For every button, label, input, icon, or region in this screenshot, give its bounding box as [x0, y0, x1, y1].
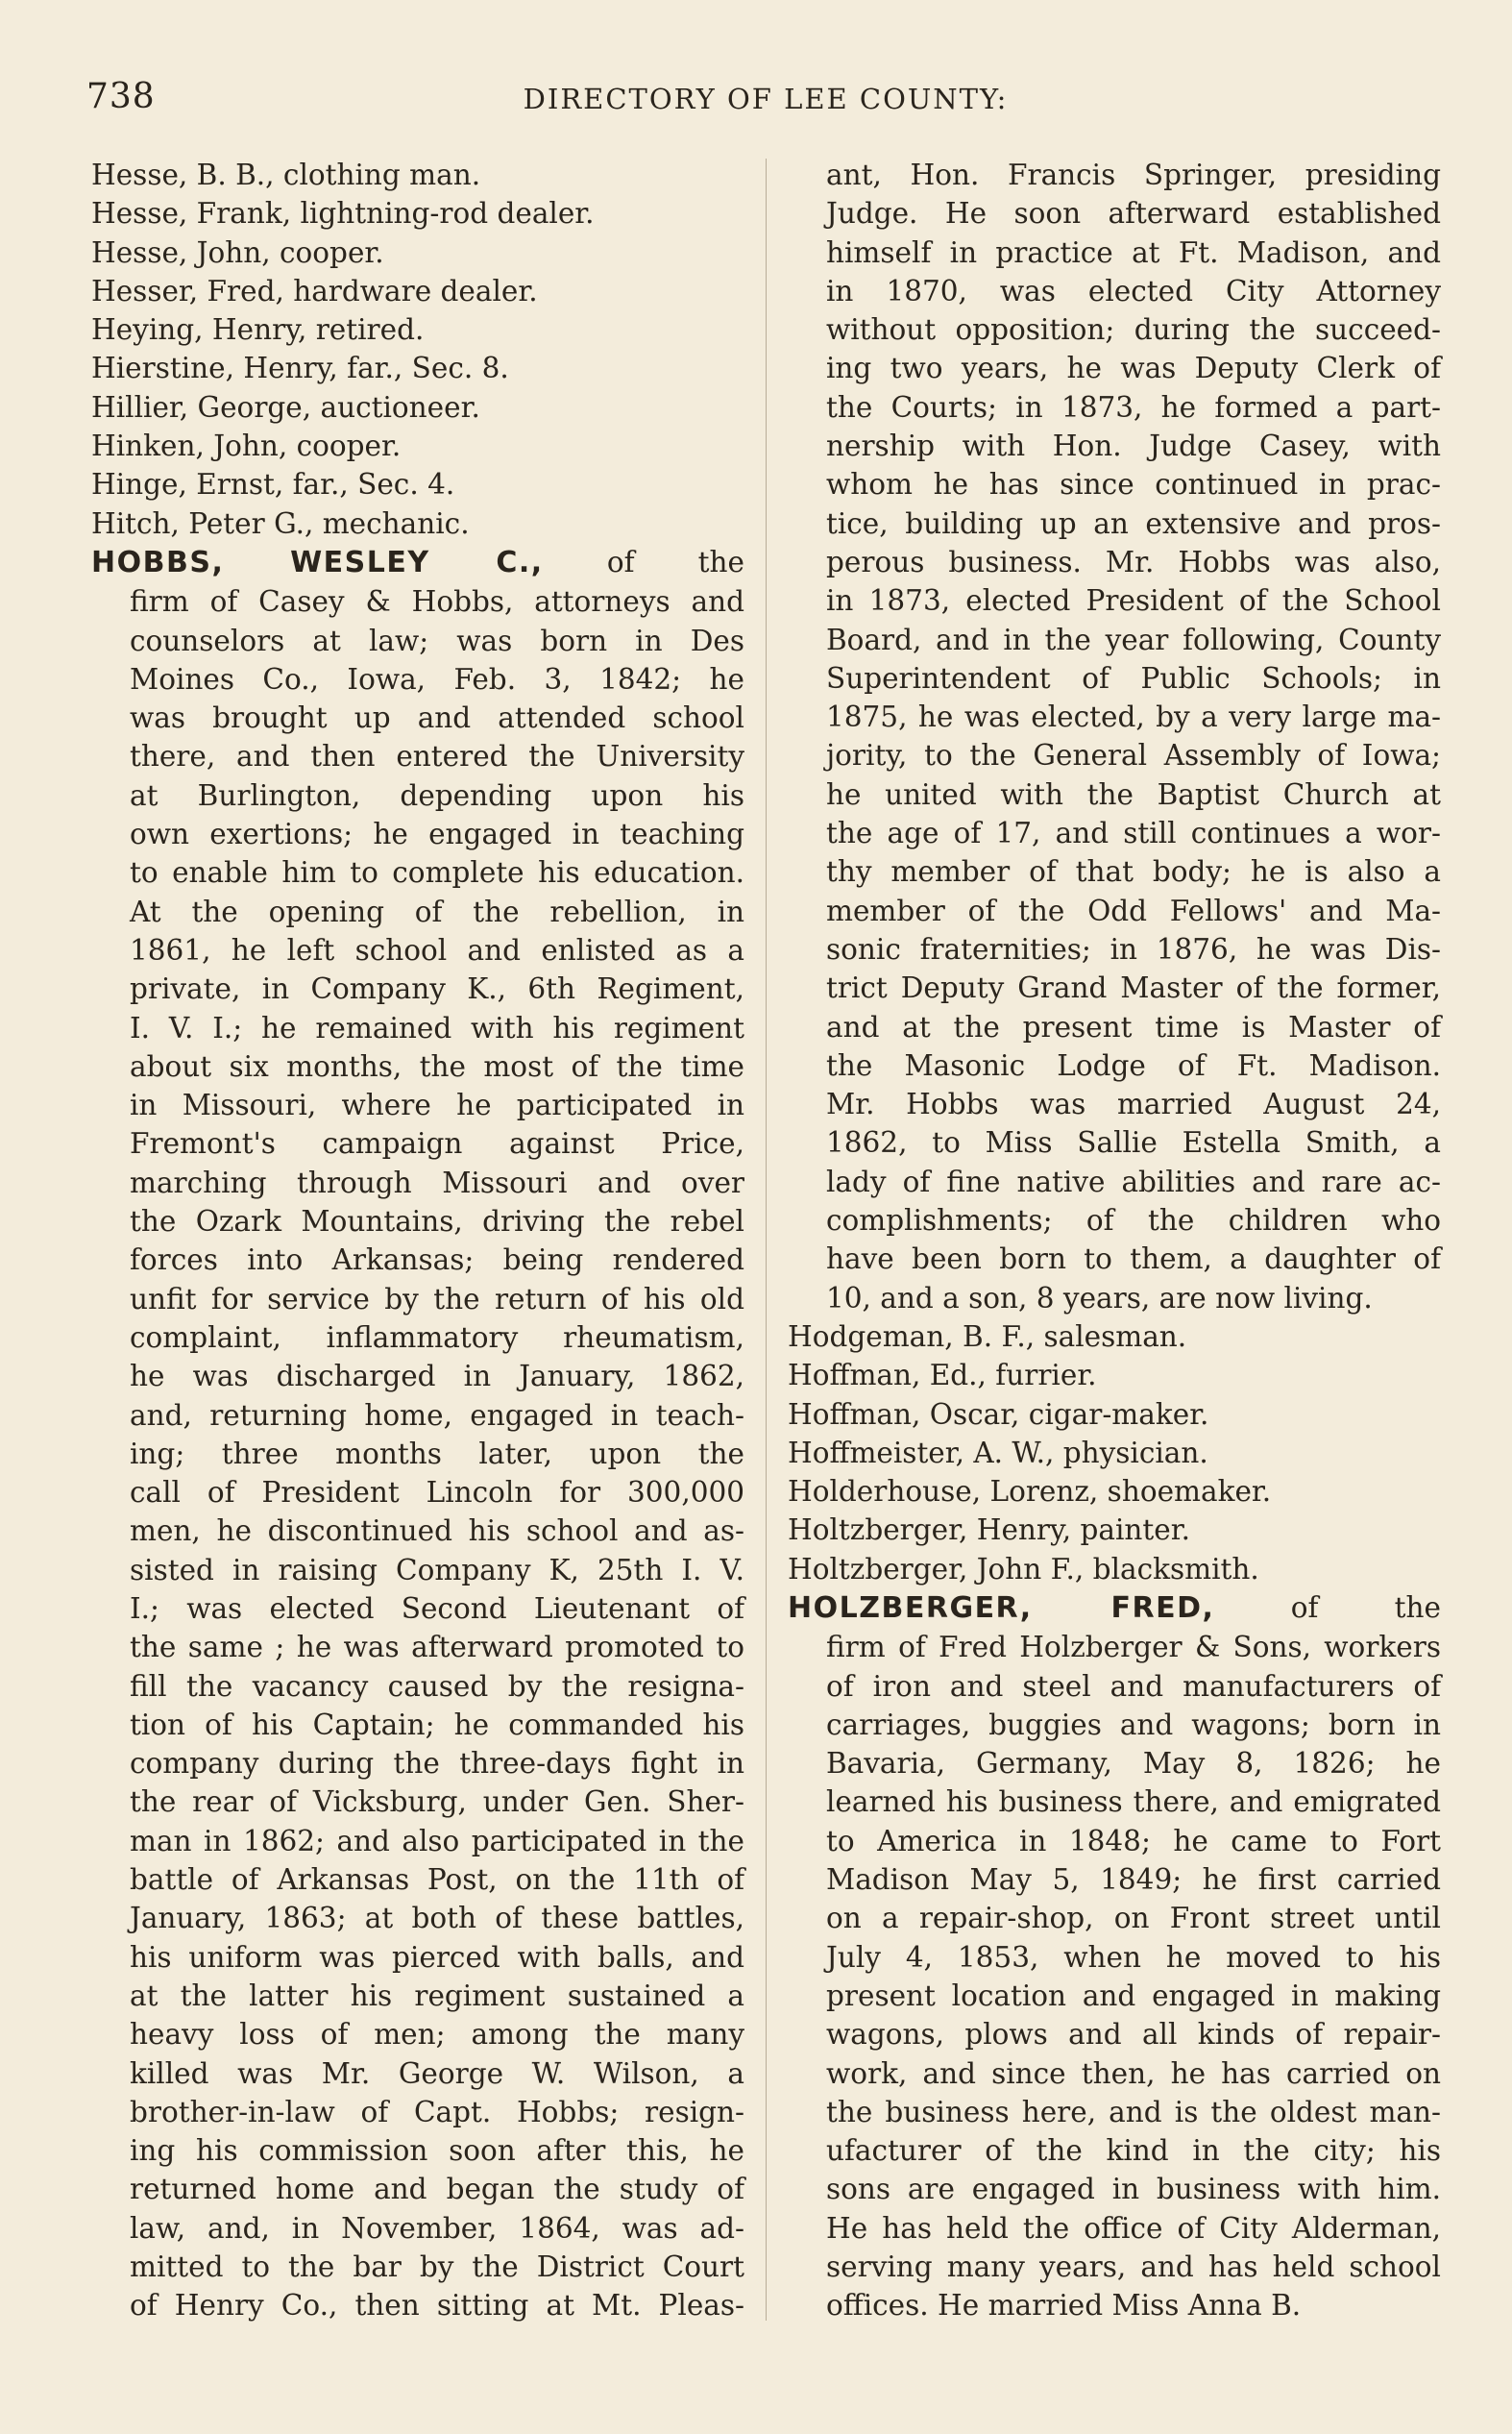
bio-line: present location and engaged in making [826, 1979, 1441, 2012]
biography-holzberger [788, 1588, 1441, 2325]
bio-continuation [788, 156, 1441, 1317]
directory-entry: Hillier, George, auctioneer. [91, 390, 480, 424]
bio-line: his uniform was pierced with balls, and [130, 1940, 744, 1974]
bio-line: the rear of Vicksburg, under Gen. Sher- [130, 1785, 744, 1819]
bio-line: brother-in-law of Capt. Hobbs; resign- [130, 2095, 744, 2128]
bio-line: work, and since then, he has carried on [826, 2056, 1441, 2090]
bio-line: heavy loss of men; among the many [130, 2018, 744, 2052]
bio-line: have been born to them, a daughter of [826, 1242, 1441, 1276]
bio-line: to America in 1848; he came to Fort [826, 1824, 1441, 1857]
bio-line: ing; three months later, upon the [130, 1437, 744, 1470]
bio-line: the age of 17, and still continues a wor- [826, 817, 1441, 850]
bio-line: of Henry Co., then sitting at Mt. Pleas- [130, 2289, 744, 2323]
bio-line: nership with Hon. Judge Casey, with [826, 430, 1441, 463]
bio-line: I.; was elected Second Lieutenant of [130, 1591, 744, 1625]
right-column [788, 156, 1441, 2325]
directory-entry: Holtzberger, Henry, painter. [788, 1513, 1190, 1547]
bio-line: private, in Company K., 6th Regiment, [130, 972, 744, 1006]
directory-entry: Hesse, John, cooper. [91, 235, 384, 269]
bio-line: offices. He married Miss Anna B. [826, 2289, 1302, 2323]
bio-line: 10, and a son, 8 years, are now living. [826, 1281, 1373, 1315]
bio-line: Madison May 5, 1849; he first carried [826, 1863, 1441, 1897]
bio-line: Fremont's campaign against Price, [130, 1127, 744, 1161]
bio-line: jority, to the General Assembly of Iowa; [826, 739, 1441, 773]
bio-text [788, 1628, 1441, 2324]
bio-line: Bavaria, Germany, May 8, 1826; he [826, 1747, 1441, 1781]
bio-line: ing two years, he was Deputy Clerk of [826, 352, 1441, 385]
bio-line: whom he has since continued in prac- [826, 468, 1441, 502]
directory-entry: Heying, Henry, retired. [91, 313, 425, 347]
directory-entry: Hesser, Fred, hardware dealer. [91, 274, 538, 307]
biography-hobbs [91, 543, 744, 2325]
bio-line: of iron and steel and manufacturers of [826, 1669, 1441, 1703]
bio-line: to enable him to complete his education. [130, 856, 744, 890]
bio-line: He has held the office of City Alderman, [826, 2211, 1441, 2245]
bio-line: he was discharged in January, 1862, [130, 1360, 744, 1393]
bio-line: 1875, he was elected, by a very large ma- [826, 701, 1441, 734]
bio-line: counselors at law; was born in Des [130, 624, 744, 657]
bio-line: tion of his Captain; he commanded his [130, 1708, 744, 1741]
bio-line: man in 1862; and also participated in the [130, 1824, 744, 1857]
bio-first-line-rest: of the [1290, 1590, 1441, 1624]
bio-line: tice, building up an extensive and pros- [826, 506, 1441, 540]
bio-line: he united with the Baptist Church at [826, 777, 1441, 811]
bio-line: the Ozark Mountains, driving the rebel [130, 1205, 744, 1239]
bio-line: Mr. Hobbs was married August 24, [826, 1088, 1441, 1121]
bio-line: and, returning home, engaged in teach- [130, 1398, 744, 1432]
running-head: DIRECTORY OF LEE COUNTY: [523, 83, 1009, 115]
bio-line: forces into Arkansas; being rendered [130, 1243, 744, 1277]
directory-entry: Hoffman, Oscar, cigar-maker. [788, 1397, 1209, 1431]
directory-entry: Hitch, Peter G., mechanic. [91, 506, 470, 540]
bio-line: learned his business there, and emigrated [826, 1785, 1441, 1819]
bio-line: marching through Missouri and over [130, 1166, 744, 1199]
bio-line: the same ; he was afterward promoted to [130, 1631, 744, 1664]
left-column [91, 156, 744, 2325]
bio-line: fill the vacancy caused by the resigna- [130, 1669, 744, 1703]
bio-line: wagons, plows and all kinds of repair- [826, 2018, 1441, 2052]
bio-line: January, 1863; at both of these battles, [130, 1902, 744, 1935]
page-header [86, 77, 1445, 125]
bio-line: the Courts; in 1873, he formed a part- [826, 390, 1441, 424]
directory-entries [788, 1317, 1441, 1588]
bio-line: Board, and in the year following, County [826, 623, 1441, 656]
bio-line: at Burlington, depending upon his [130, 778, 744, 812]
column-divider [766, 159, 767, 2321]
bio-line: July 4, 1853, when he moved to his [826, 1940, 1441, 1974]
bio-line: call of President Lincoln for 300,000 [130, 1476, 744, 1510]
bio-line: in Missouri, where he participated in [130, 1089, 744, 1122]
bio-line: killed was Mr. George W. Wilson, a [130, 2056, 744, 2090]
bio-line: At the opening of the rebellion, in [130, 895, 744, 928]
directory-entries [91, 156, 744, 543]
bio-line: company during the three-days fight in [130, 1747, 744, 1781]
bio-line: thy member of that body; he is also a [826, 855, 1441, 889]
bio-line: firm of Casey & Hobbs, attorneys and [130, 585, 744, 619]
directory-entry: Hinken, John, cooper. [91, 430, 402, 463]
bio-line: in 1873, elected President of the School [826, 584, 1441, 618]
bio-line: member of the Odd Fellows' and Ma- [826, 894, 1441, 927]
bio-first-line [91, 543, 744, 582]
directory-entry: Hinge, Ernst, far., Sec. 4. [91, 468, 455, 502]
bio-first-line-rest: of the [606, 545, 744, 578]
directory-entry: Hoffman, Ed., furrier. [788, 1359, 1097, 1392]
bio-line: ufacturer of the kind in the city; his [826, 2134, 1441, 2168]
bio-line: Moines Co., Iowa, Feb. 3, 1842; he [130, 662, 744, 696]
bio-line: sons are engaged in business with him. [826, 2173, 1441, 2206]
bio-name: HOBBS, WESLEY C., [91, 545, 544, 579]
bio-line: carriages, buggies and wagons; born in [826, 1708, 1441, 1741]
bio-line: unfit for service by the return of his old [130, 1282, 744, 1315]
bio-line: Superintendent of Public Schools; in [826, 661, 1441, 695]
bio-line: sonic fraternities; in 1876, he was Dis- [826, 932, 1441, 966]
bio-line: sisted in raising Company K, 25th I. V. [130, 1553, 744, 1586]
bio-line: there, and then entered the University [130, 740, 744, 774]
bio-line: perous business. Mr. Hobbs was also, [826, 545, 1441, 578]
bio-line: at the latter his regiment sustained a [130, 1979, 744, 2012]
bio-line: serving many years, and has held school [826, 2250, 1441, 2284]
bio-line: the Masonic Lodge of Ft. Madison. [826, 1048, 1441, 1082]
bio-name: HOLZBERGER, FRED, [788, 1590, 1215, 1625]
directory-entry: Hesse, B. B., clothing man. [91, 159, 481, 191]
bio-line: law, and, in November, 1864, was ad- [130, 2211, 744, 2245]
directory-entry: Holderhouse, Lorenz, shoemaker. [788, 1475, 1272, 1509]
bio-line: and at the present time is Master of [826, 1010, 1441, 1044]
bio-line: the business here, and is the oldest man- [826, 2095, 1441, 2128]
bio-line: 1861, he left school and enlisted as a [130, 933, 744, 967]
bio-line: was brought up and attended school [130, 701, 744, 735]
bio-line: lady of fine native abilities and rare ac- [826, 1165, 1441, 1198]
bio-line: trict Deputy Grand Master of the former, [826, 971, 1441, 1005]
bio-line: returned home and began the study of [130, 2173, 744, 2206]
directory-entry: Hoffmeister, A. W., physician. [788, 1436, 1208, 1469]
bio-line: about six months, the most of the time [130, 1049, 744, 1083]
bio-text [91, 582, 744, 2324]
page-number: 738 [86, 77, 156, 116]
bio-line: men, he discontinued his school and as- [130, 1514, 744, 1548]
directory-entry: Hodgeman, B. F., salesman. [788, 1319, 1187, 1353]
bio-line: 1862, to Miss Sallie Estella Smith, a [826, 1126, 1441, 1160]
bio-line: I. V. I.; he remained with his regiment [130, 1011, 744, 1045]
bio-line: Judge. He soon afterward established [826, 197, 1441, 231]
bio-line: without opposition; during the succeed- [826, 313, 1441, 347]
bio-line: ing his commission soon after this, he [130, 2134, 744, 2168]
bio-line: ant, Hon. Francis Springer, presiding [826, 159, 1441, 191]
bio-first-line [788, 1588, 1441, 1628]
bio-line: complaint, inflammatory rheumatism, [130, 1320, 744, 1354]
bio-line: battle of Arkansas Post, on the 11th of [130, 1863, 744, 1897]
bio-line: firm of Fred Holzberger & Sons, workers [826, 1631, 1441, 1664]
directory-entry: Holtzberger, John F., blacksmith. [788, 1552, 1259, 1586]
bio-line: mitted to the bar by the District Court [130, 2250, 744, 2284]
bio-line: on a repair-shop, on Front street until [826, 1902, 1441, 1935]
bio-line: own exertions; he engaged in teaching [130, 818, 744, 851]
bio-line: in 1870, was elected City Attorney [826, 274, 1441, 307]
directory-entry: Hesse, Frank, lightning-rod dealer. [91, 197, 595, 231]
directory-entry: Hierstine, Henry, far., Sec. 8. [91, 352, 509, 385]
bio-line: complishments; of the children who [826, 1204, 1441, 1238]
bio-line: himself in practice at Ft. Madison, and [826, 235, 1441, 269]
